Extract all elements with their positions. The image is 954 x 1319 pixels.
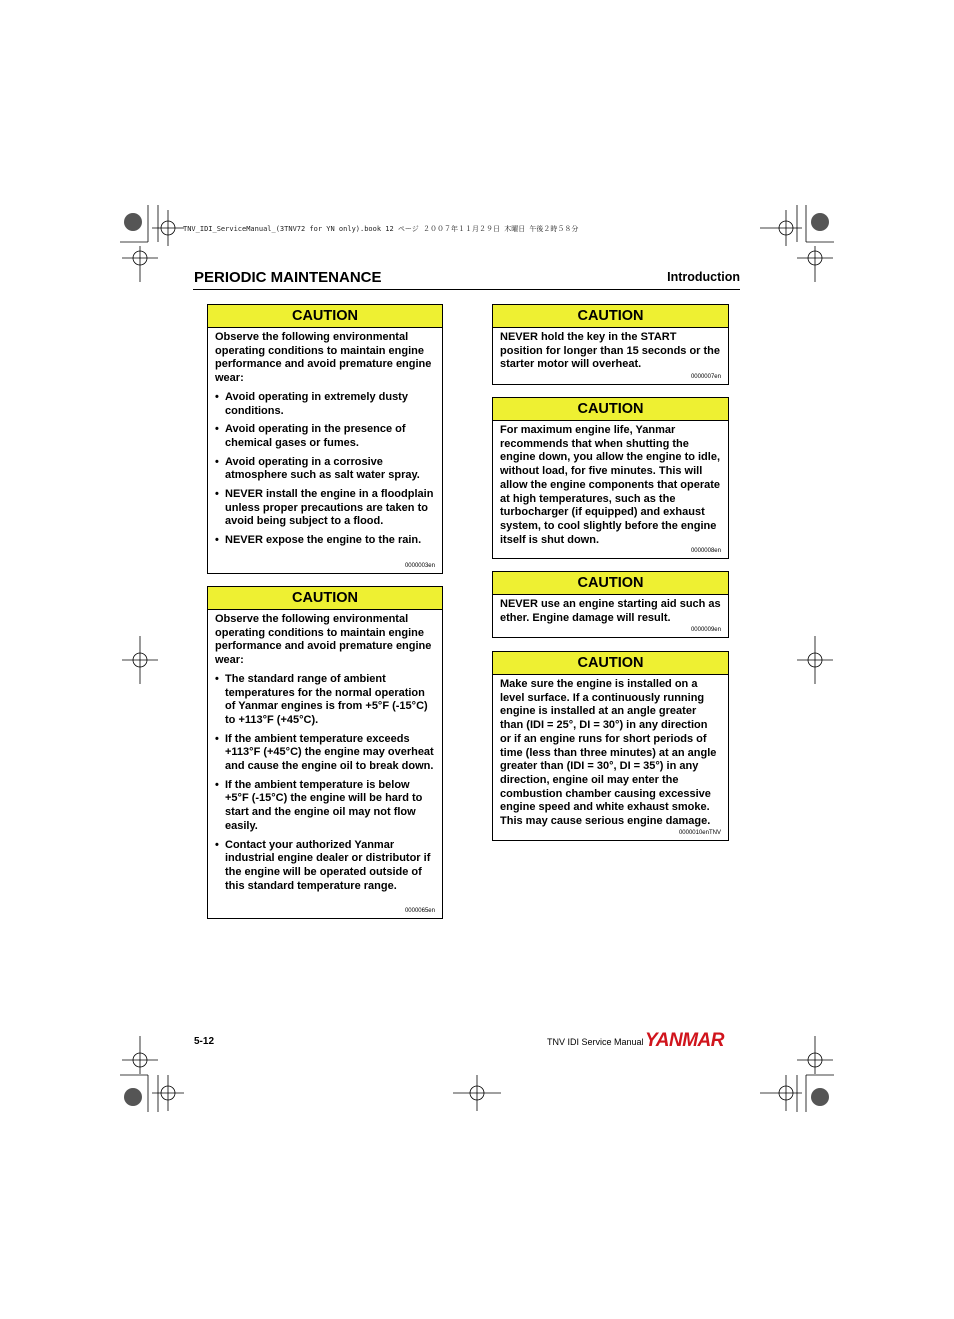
page-title: PERIODIC MAINTENANCE [194,269,382,286]
list-item: • If the ambient temperature is below +5°F (-15°C) the engine will be hard to start and the engine oil may not flow easily. [215,779,435,834]
caution-intro: Observe the following environmental operating conditions to maintain engine performance and avoid premature engine wear: [215,331,432,385]
caution-bullet-list [215,673,435,894]
list-item: • NEVER install the engine in a floodplain unless proper precautions are taken to avoid being subject to a flood. [215,488,435,529]
caution-code: 0000007en [690,374,721,380]
caution-code: 0000008en [690,548,721,554]
print-slug: TNV_IDI_ServiceManual_(3TNV72 for YN only).book 12 ページ ２００７年１１月２９日 木曜日 午後２時５８分 [183,225,579,233]
list-item: • If the ambient temperature exceeds +113°F (+45°C) the engine may overheat and cause the engine oil to break down. [215,733,435,774]
list-item: • NEVER expose the engine to the rain. [215,534,435,548]
caution-code: 0000065en [404,908,435,914]
list-item: • Contact your authorized Yanmar industrial engine dealer or distributor if the engine will be operated outside of this standard temperature range. [215,839,435,894]
manual-title: TNV IDI Service Manual [547,1037,644,1047]
caution-heading: CAUTION [493,305,728,328]
caution-code: 0000009en [690,627,721,633]
caution-code: 0000010enTNV [678,830,721,836]
caution-box-temperature [207,586,443,919]
caution-intro: For maximum engine life, Yanmar recommends that when shutting the engine down, you allow the engine to idle, without load, for five minutes. This will allow the engine components that operate at high temperatures, such as the turbocharger (if equipped) and exhaust system, to cool slightly before the engine itself is shut down. [500,424,721,546]
caution-intro: NEVER use an engine starting aid such as ether. Engine damage will result. [500,598,721,624]
list-item: • Avoid operating in a corrosive atmosphere such as salt water spray. [215,456,435,483]
caution-heading: CAUTION [208,305,442,328]
caution-box-environment [207,304,443,574]
caution-heading: CAUTION [493,572,728,595]
caution-heading: CAUTION [493,652,728,675]
caution-box-level-surface [492,651,729,841]
caution-code: 0000003en [404,563,435,569]
list-item: • Avoid operating in extremely dusty conditions. [215,391,435,418]
caution-box-starting-aid [492,571,729,638]
caution-intro: Make sure the engine is installed on a level surface. If a continuously running engine is installed at an angle greater than (IDI = 25°, DI = 30°) in any direction or if an engine runs for short periods of time (less than three minutes) at an angle greater than (IDI = 30°, DI = 35°) in any direction, engine oil may enter the combustion chamber causing excessive engine speed and white exhaust smoke. This may cause serious engine damage. [500,678,717,828]
caution-intro: Observe the following environmental operating conditions to maintain engine performance and avoid premature engine wear: [215,613,432,667]
caution-box-starter [492,304,729,385]
caution-heading: CAUTION [208,587,442,610]
caution-intro: NEVER hold the key in the START position for longer than 15 seconds or the starter motor will overheat. [500,331,721,371]
list-item: • Avoid operating in the presence of chemical gases or fumes. [215,423,435,450]
caution-bullet-list [215,391,435,548]
section-label: Introduction [667,270,740,284]
page-number: 5-12 [194,1036,215,1047]
yanmar-logo: YANMAR [645,1030,724,1051]
caution-heading: CAUTION [493,398,728,421]
list-item: • The standard range of ambient temperatures for the normal operation of Yanmar engines is from +5°F (-15°C) to +113°F (+45°C). [215,673,435,728]
header-divider [193,289,740,290]
caution-box-idle [492,397,729,559]
